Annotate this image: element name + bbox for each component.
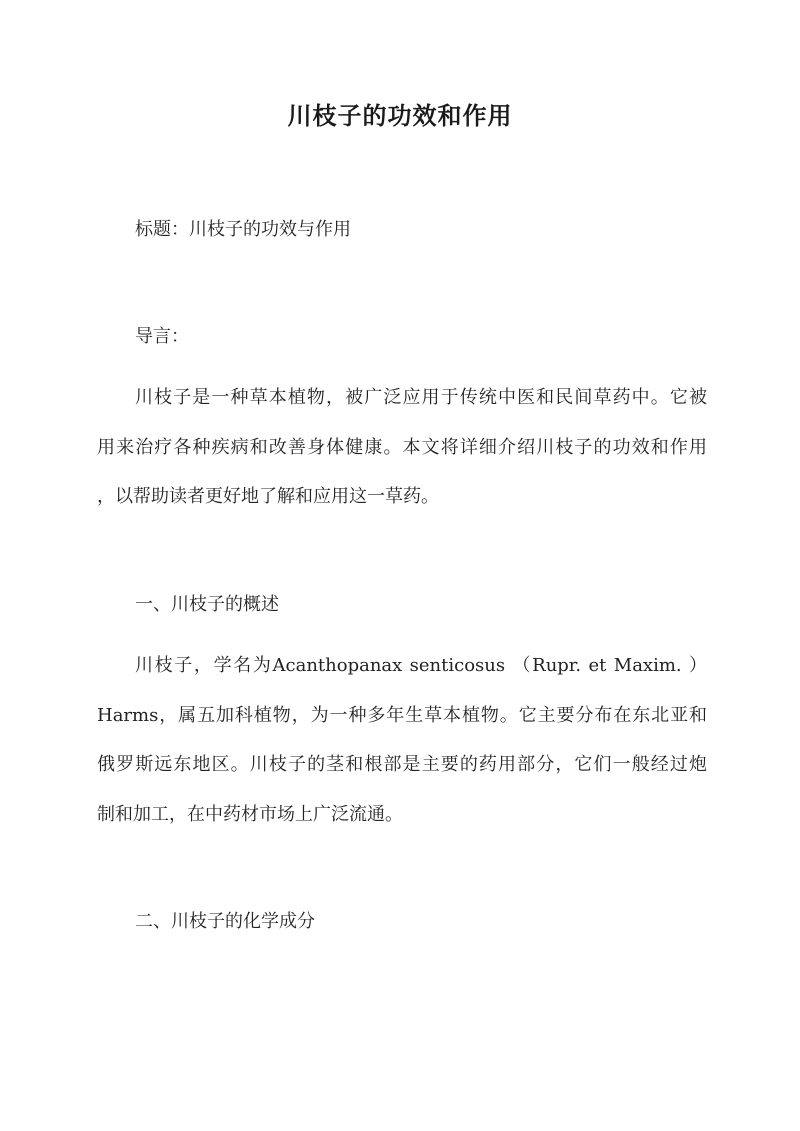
intro-heading: 导言： bbox=[135, 326, 189, 347]
section1-paragraph-line-1: 川枝子，学名为Acanthopanax senticosus （Rupr. et Maxim. ） bbox=[135, 655, 707, 676]
section1-paragraph-line-4: 制和加工，在中药材市场上广泛流通。 bbox=[97, 804, 403, 825]
intro-paragraph-line-3: ，以帮助读者更好地了解和应用这一草药。 bbox=[97, 486, 439, 507]
intro-paragraph-line-2: 用来治疗各种疾病和改善身体健康。本文将详细介绍川枝子的功效和作用 bbox=[97, 437, 707, 458]
section1-paragraph-line-3: 俄罗斯远东地区。川枝子的茎和根部是主要的药用部分，它们一般经过炮 bbox=[97, 754, 707, 775]
document-title: 川枝子的功效和作用 bbox=[287, 101, 513, 130]
section1-heading: 一、川枝子的概述 bbox=[135, 594, 279, 615]
subtitle-line: 标题：川枝子的功效与作用 bbox=[135, 219, 351, 240]
section1-paragraph-line-2: Harms，属五加科植物，为一种多年生草本植物。它主要分布在东北亚和 bbox=[97, 705, 707, 726]
section2-heading: 二、川枝子的化学成分 bbox=[135, 911, 315, 932]
intro-paragraph-line-1: 川枝子是一种草本植物，被广泛应用于传统中医和民间草药中。它被 bbox=[135, 387, 707, 408]
